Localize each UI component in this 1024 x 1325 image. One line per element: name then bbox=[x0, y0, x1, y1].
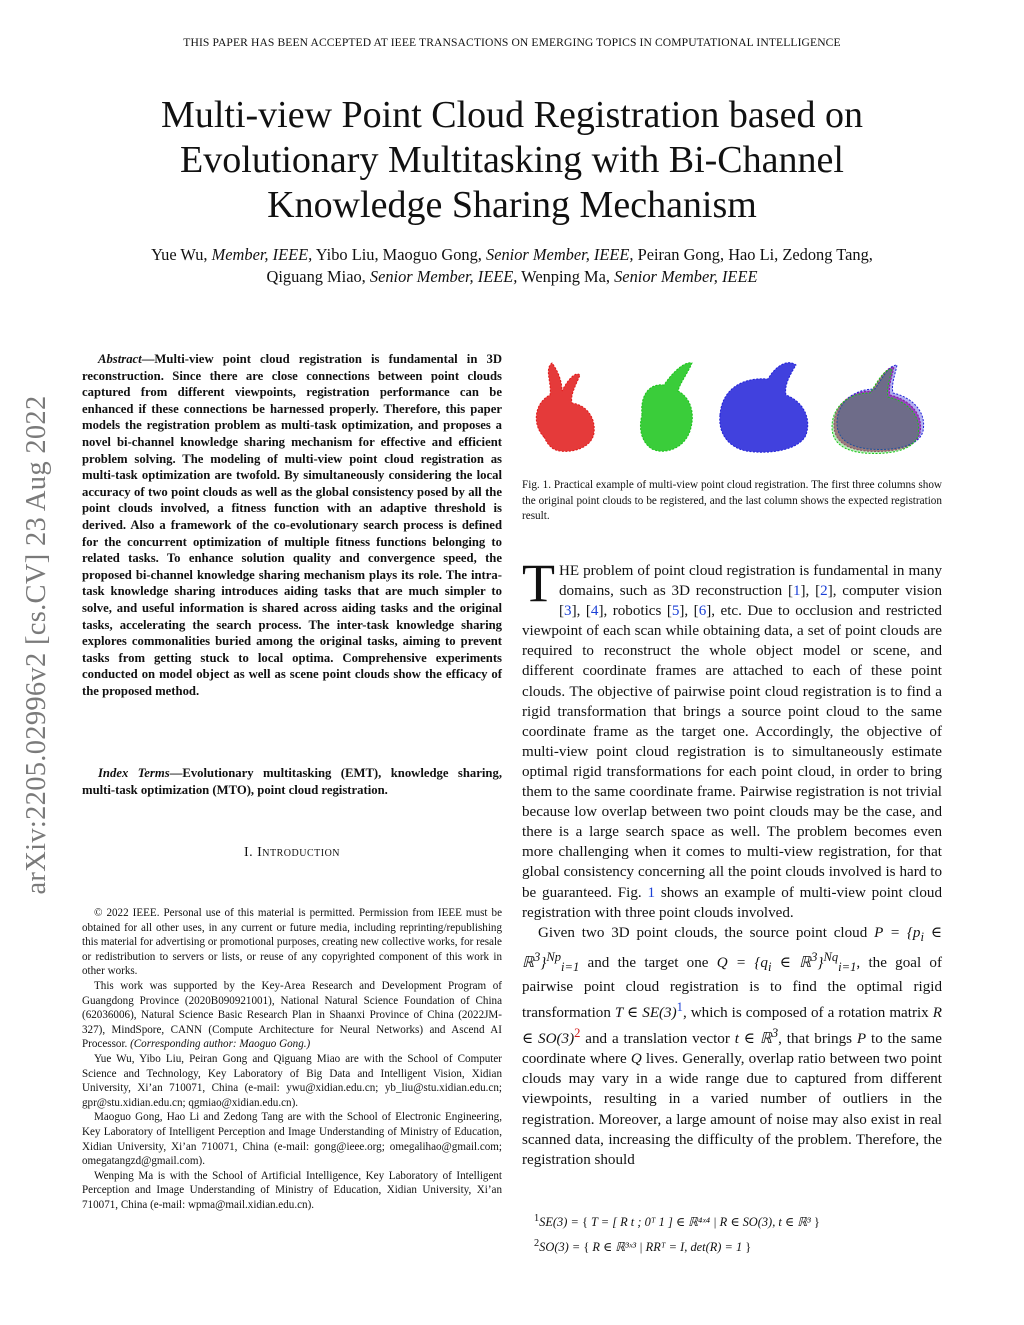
introduction-body bbox=[522, 553, 942, 1185]
index-terms bbox=[82, 765, 502, 798]
so3-definition: $^2$SO(3) = { R ∈ ℝ³ˣ³ | RRᵀ = I, det(R) = 1 } bbox=[534, 1238, 752, 1255]
author-membership: Senior Member, IEEE bbox=[614, 267, 758, 286]
math-inline: R ∈ SO(3) bbox=[522, 1005, 942, 1048]
intro-text: to the same coordinate where bbox=[522, 1031, 942, 1068]
funding-note bbox=[82, 979, 502, 1052]
point-cloud-view-1 bbox=[536, 363, 594, 451]
intro-paragraph-2 bbox=[522, 923, 942, 1170]
point-cloud-view-2 bbox=[640, 363, 692, 451]
author-text: Peiran Gong, Hao Li, Zedong Tang, bbox=[637, 245, 873, 264]
point-cloud-view-3 bbox=[720, 363, 808, 453]
abstract bbox=[82, 351, 502, 699]
copyright-notice: © 2022 IEEE. Personal use of this material is permitted. Permission from IEEE must be obtained for all other uses, in any current or future media, including reprinting/republishing this material for advertising or promotional purposes, creating new collective works, for resale or redistribution to servers or lists, or reuse of any copyrighted component of this work in other works. bbox=[82, 907, 502, 978]
registration-result bbox=[832, 365, 924, 453]
author-membership: Senior Member, IEEE, bbox=[486, 245, 634, 264]
intro-text: , the goal of pairwise point cloud registration is to find the optimal rigid transformation bbox=[522, 954, 942, 1022]
author-text: Yibo Liu, Maoguo Gong, bbox=[315, 245, 482, 264]
intro-text: Given two 3D point clouds, the source point cloud bbox=[538, 924, 875, 941]
math-footnotes bbox=[534, 1208, 942, 1258]
author-text: Yue Wu, bbox=[151, 245, 208, 264]
citation-link[interactable]: 4 bbox=[590, 603, 599, 620]
intro-text: and a translation vector bbox=[580, 1031, 735, 1048]
arxiv-stamp bbox=[12, 345, 62, 945]
intro-text: HE problem of point cloud registration is fundamental in many domains, such as 3D reconstruction [ bbox=[559, 563, 942, 600]
figure-1 bbox=[522, 355, 942, 460]
intro-text: , that brings bbox=[778, 1031, 857, 1048]
author-membership: Member, IEEE, bbox=[211, 245, 313, 264]
intro-text: ], computer vision [ bbox=[559, 583, 942, 620]
intro-text: ], etc. Due to occlusion and restricted viewpoint of each scan while obtaining data, a set of point clouds are required to reconstruct the whole object model or scene, and different coordinate frames are attached to each of these point clouds. The objective of pairwise point cloud registration is to find a rigid transformation that brings a source point cloud to the same coordinate frame as the target one. Accordingly, the objective of multi-view point cloud registration is to simultaneously estimate optimal rigid transformations for each point cloud, in order to bring them to the same coordinate frame. Pairwise registration is not trivial because low overlap between two point clouds may be the case, and there is a large search space as well. The problem becomes even more challenging when it comes to multi-view registration, for that global consistency concerning all the point clouds involved is hard to be guaranteed. Fig. bbox=[522, 603, 942, 901]
figure-caption: Fig. 1. Practical example of multi-view point cloud registration. The first three columns show the original point clouds to be registered, and the last column shows the expected registration result. bbox=[522, 479, 942, 523]
author-text: Qiguang Miao, bbox=[266, 267, 366, 286]
math-inline: Q bbox=[630, 1051, 642, 1068]
intro-text: ], [ bbox=[800, 583, 821, 600]
drop-cap: T bbox=[522, 553, 555, 613]
citation-link[interactable]: 3 bbox=[564, 603, 572, 620]
intro-paragraph-1 bbox=[522, 553, 942, 923]
abstract-label: Abstract bbox=[98, 352, 142, 366]
intro-text: and the target one bbox=[579, 954, 717, 971]
running-header: THIS PAPER HAS BEEN ACCEPTED AT IEEE TRANSACTIONS ON EMERGING TOPICS IN COMPUTATIONAL INTELLIGENCE bbox=[183, 36, 841, 49]
author-membership: Senior Member, IEEE, bbox=[369, 267, 518, 286]
index-terms-label: Index Terms bbox=[98, 766, 170, 780]
math-inline: $Q = \{q_i$ ∈ ℝ$^3$}$^{Nq}_{i=1}$ bbox=[716, 949, 857, 974]
math-inline: $P = \{p_i$ ∈ ℝ$^3$}$^{Np}_{i=1}$ bbox=[522, 924, 942, 974]
intro-text: shows an example of multi-view point cloud registration with three point clouds involved. bbox=[522, 884, 942, 921]
intro-text: ], robotics [ bbox=[598, 603, 672, 620]
se3-definition: $^1$SE(3) = { T = [ R t ; 0ᵀ 1 ] ∈ ℝ⁴ˣ⁴ | R ∈ SO(3), t ∈ ℝ³ } bbox=[534, 1213, 820, 1230]
intro-text: ], [ bbox=[571, 603, 591, 620]
section-heading bbox=[82, 845, 502, 861]
citation-link[interactable]: 5 bbox=[671, 603, 680, 620]
intro-text: ], [ bbox=[679, 603, 699, 620]
author-list bbox=[70, 244, 954, 288]
intro-text: lives. Generally, overlap ratio between two point clouds may vary in a wide range due to captured from different viewpoints, resulting in a varied number of outliers in the registration. Moreover, a large amount of noise may also exist in real scanned data, increasing the difficulty of the problem. Therefore, the registration should bbox=[522, 1051, 942, 1168]
intro-text: , which is composed of a rotation matrix bbox=[682, 1005, 933, 1022]
figure-link[interactable]: 1 bbox=[647, 884, 656, 901]
abstract-text: —Multi-view point cloud registration is fundamental in 3D reconstruction. Since there are close connections between point clouds captured from different viewpoints, registration performance can be enhanced if these connections be harnessed properly. Therefore, this paper models the registration problem as multi-task optimization, and proposes a novel bi-channel knowledge sharing mechanism for effective and efficient problem solving. The modeling of multi-view point cloud registration as multi-task optimization are twofold. By simultaneously considering the local accuracy of two point clouds as well as the global consistency posed by all the point clouds involved, a fitness function with an adaptive threshold is derived. Also a framework of the co-evolutionary search process is defined for the concurrent optimization of multiple fitness functions belonging to related tasks. To enhance solution quality and convergence speed, the proposed bi-channel knowledge sharing mechanism plays its role. The intra-task knowledge sharing introduces aiding tasks that are much simpler to solve, and useful information is shared across aiding tasks and the original tasks, accelerating the search process. The inter-task knowledge sharing explores commonalities buried among the original tasks, aiming to prevent tasks from getting stuck to local optima. Comprehensive experiments conducted on model object as well as scene point clouds show the efficacy of the proposed method. bbox=[82, 352, 502, 698]
corresponding-author: (Corresponding author: Maoguo Gong.) bbox=[130, 1038, 311, 1051]
bunny-figure bbox=[522, 355, 942, 460]
footnote-link[interactable]: 1 bbox=[676, 1000, 683, 1015]
footnote-link[interactable]: 2 bbox=[574, 1026, 581, 1041]
citation-link[interactable]: 2 bbox=[820, 583, 828, 600]
math-inline: t ∈ ℝ$^3$ bbox=[734, 1026, 779, 1048]
paper-title: Multi-view Point Cloud Registration based on Evolutionary Multitasking with Bi-Channel Knowledge Sharing Mechanism bbox=[161, 94, 863, 226]
math-inline: T ∈ SE(3) bbox=[614, 1005, 677, 1022]
footnotes bbox=[82, 906, 502, 1212]
affiliation-note: Maoguo Gong, Hao Li and Zedong Tang are with the School of Electronic Engineering, Key Laboratory of Intelligent Perception and Image Understanding of Ministry of Education, Xidian University, Xi’an 710071, China (e-mail: gong@ieee.org; omegalihao@gmail.com; omegatangzd@gmail.com). bbox=[82, 1111, 502, 1168]
affiliation-note: Wenping Ma is with the School of Artificial Intelligence, Key Laboratory of Intelligent Perception and Image Understanding of Ministry of Education, Xidian University, Xi’an 710071, China (e-mail: wpma@mail.xidian.edu.cn). bbox=[82, 1169, 502, 1211]
section-heading-text: I. Introduction bbox=[243, 845, 341, 860]
index-terms-text: —Evolutionary multitasking (EMT), knowledge sharing, multi-task optimization (MTO), point cloud registration. bbox=[82, 766, 502, 797]
arxiv-id: arXiv:2205.02996v2 [cs.CV] 23 Aug 2022 bbox=[21, 395, 52, 895]
citation-link[interactable]: 6 bbox=[698, 603, 707, 620]
author-text: Wenping Ma, bbox=[521, 267, 610, 286]
affiliation-note: Yue Wu, Yibo Liu, Peiran Gong and Qiguang Miao are with the School of Computer Science and Technology, Key Laboratory of Big Data and Intelligent Vision, Xidian University, Xi’an 710071, China (e-mail: ywu@xidian.edu.cn; yb_liu@stu.xidian.edu.cn; gpr@stu.xidian.edu.cn; qgmiao@xidian.edu.cn). bbox=[82, 1052, 502, 1109]
funding-text: This work was supported by the Key-Area Research and Development Program of Guangdong Province (2020B090921001), National Natural Science Foundation of China (62036006), Natural Science Basic Research Plan in Shaanxi Province of China (2022JM-327), MindSpore, CANN (Compute Architecture for Neural Networks) and Ascend AI Processor. bbox=[82, 979, 502, 1051]
math-inline: P bbox=[856, 1031, 867, 1048]
citation-link[interactable]: 1 bbox=[792, 583, 801, 600]
